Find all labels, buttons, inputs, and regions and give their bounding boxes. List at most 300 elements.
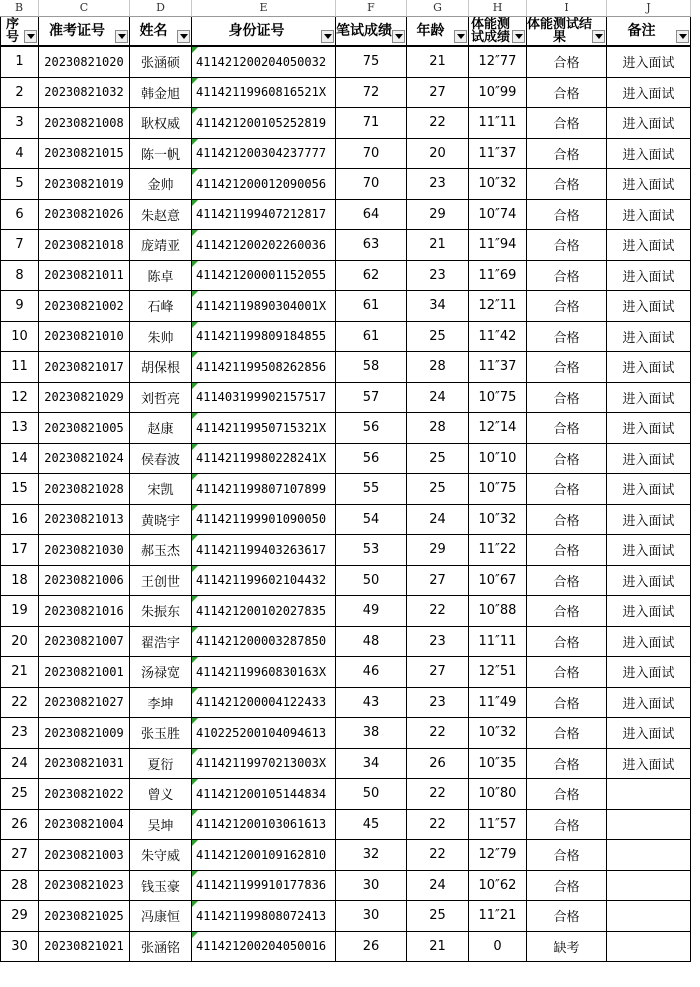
column-letter-h[interactable]: H	[469, 0, 527, 17]
cell-name[interactable]: 黄晓宇	[130, 505, 192, 536]
table-row	[0, 383, 700, 414]
cell-fitness-score[interactable]: 10″32	[469, 718, 527, 749]
column-letter-e[interactable]: E	[192, 0, 336, 17]
cell-age[interactable]: 20	[407, 139, 469, 170]
cell-fitness-score[interactable]: 11″69	[469, 261, 527, 292]
cell-fitness-result[interactable]: 合格	[527, 47, 607, 78]
cell-written-score[interactable]: 57	[336, 383, 407, 414]
cell-fitness-result[interactable]: 合格	[527, 871, 607, 902]
cell-id-number[interactable]: 41142119950715321X	[192, 413, 336, 444]
cell-exam-id[interactable]: 20230821027	[39, 688, 130, 719]
cell-name[interactable]: 宋凯	[130, 474, 192, 505]
filter-dropdown-button[interactable]	[454, 30, 467, 43]
column-letter-b[interactable]: B	[0, 0, 39, 17]
cell-seq[interactable]: 25	[0, 779, 39, 810]
cell-age[interactable]: 26	[407, 749, 469, 780]
cell-name[interactable]: 陈卓	[130, 261, 192, 292]
cell-written-score[interactable]: 56	[336, 413, 407, 444]
cell-fitness-result[interactable]: 合格	[527, 444, 607, 475]
cell-remarks[interactable]: 进入面试	[607, 718, 691, 749]
cell-fitness-score[interactable]: 11″11	[469, 108, 527, 139]
cell-id-number[interactable]: 411421200109162810	[192, 840, 336, 871]
cell-id-number[interactable]: 411421200102027835	[192, 596, 336, 627]
cell-exam-id[interactable]: 20230821004	[39, 810, 130, 841]
cell-fitness-result[interactable]: 合格	[527, 596, 607, 627]
cell-id-number[interactable]: 41142119970213003X	[192, 749, 336, 780]
filter-dropdown-button[interactable]	[592, 30, 605, 43]
cell-age[interactable]: 23	[407, 261, 469, 292]
cell-id-number[interactable]: 410225200104094613	[192, 718, 336, 749]
cell-fitness-score[interactable]: 10″74	[469, 200, 527, 231]
cell-written-score[interactable]: 70	[336, 169, 407, 200]
cell-name[interactable]: 翟浩宇	[130, 627, 192, 658]
cell-exam-id[interactable]: 20230821013	[39, 505, 130, 536]
cell-age[interactable]: 25	[407, 901, 469, 932]
cell-id-number[interactable]: 411403199902157517	[192, 383, 336, 414]
cell-name[interactable]: 胡保根	[130, 352, 192, 383]
cell-age[interactable]: 27	[407, 566, 469, 597]
filter-dropdown-button[interactable]	[321, 30, 334, 43]
cell-seq[interactable]: 1	[0, 47, 39, 78]
cell-fitness-score[interactable]: 10″67	[469, 566, 527, 597]
cell-id-number[interactable]: 411421200204050032	[192, 47, 336, 78]
cell-fitness-score[interactable]: 11″49	[469, 688, 527, 719]
error-indicator-icon	[192, 383, 198, 389]
cell-seq[interactable]: 23	[0, 718, 39, 749]
cell-name[interactable]: 钱玉豪	[130, 871, 192, 902]
cell-remarks[interactable]: 进入面试	[607, 657, 691, 688]
cell-remarks[interactable]: 进入面试	[607, 139, 691, 170]
cell-written-score[interactable]: 75	[336, 47, 407, 78]
cell-exam-id[interactable]: 20230821030	[39, 535, 130, 566]
column-letter-j[interactable]: J	[607, 0, 691, 17]
cell-age[interactable]: 23	[407, 627, 469, 658]
column-letter-g[interactable]: G	[407, 0, 469, 17]
cell-fitness-result[interactable]: 合格	[527, 718, 607, 749]
cell-age[interactable]: 27	[407, 657, 469, 688]
cell-exam-id[interactable]: 20230821005	[39, 413, 130, 444]
cell-written-score[interactable]: 48	[336, 627, 407, 658]
cell-name[interactable]: 刘哲亮	[130, 383, 192, 414]
cell-seq[interactable]: 10	[0, 322, 39, 353]
table-row	[0, 505, 700, 536]
cell-name[interactable]: 张玉胜	[130, 718, 192, 749]
cell-written-score[interactable]: 43	[336, 688, 407, 719]
cell-seq[interactable]: 14	[0, 444, 39, 475]
cell-name[interactable]: 赵康	[130, 413, 192, 444]
cell-age[interactable]: 28	[407, 413, 469, 444]
cell-fitness-score[interactable]: 10″32	[469, 505, 527, 536]
cell-exam-id[interactable]: 20230821007	[39, 627, 130, 658]
cell-exam-id[interactable]: 20230821019	[39, 169, 130, 200]
cell-name[interactable]: 侯春波	[130, 444, 192, 475]
cell-exam-id[interactable]: 20230821023	[39, 871, 130, 902]
cell-written-score[interactable]: 61	[336, 322, 407, 353]
cell-remarks[interactable]: 进入面试	[607, 169, 691, 200]
cell-seq[interactable]: 4	[0, 139, 39, 170]
cell-id-number[interactable]: 411421200012090056	[192, 169, 336, 200]
column-letter-c[interactable]: C	[39, 0, 130, 17]
cell-written-score[interactable]: 46	[336, 657, 407, 688]
cell-seq[interactable]: 5	[0, 169, 39, 200]
cell-fitness-score[interactable]: 11″21	[469, 901, 527, 932]
cell-seq[interactable]: 22	[0, 688, 39, 719]
cell-age[interactable]: 22	[407, 108, 469, 139]
cell-fitness-score[interactable]: 11″22	[469, 535, 527, 566]
cell-exam-id[interactable]: 20230821028	[39, 474, 130, 505]
column-letter-i[interactable]: I	[527, 0, 607, 17]
cell-fitness-result[interactable]: 缺考	[527, 932, 607, 963]
cell-exam-id[interactable]: 20230821022	[39, 779, 130, 810]
cell-fitness-score[interactable]: 10″99	[469, 78, 527, 109]
cell-fitness-result[interactable]: 合格	[527, 261, 607, 292]
cell-seq[interactable]: 20	[0, 627, 39, 658]
cell-fitness-result[interactable]: 合格	[527, 779, 607, 810]
cell-written-score[interactable]: 70	[336, 139, 407, 170]
cell-seq[interactable]: 16	[0, 505, 39, 536]
cell-seq[interactable]: 12	[0, 383, 39, 414]
cell-remarks[interactable]: 进入面试	[607, 627, 691, 658]
cell-remarks[interactable]: 进入面试	[607, 688, 691, 719]
cell-written-score[interactable]: 71	[336, 108, 407, 139]
cell-name[interactable]: 张涵铭	[130, 932, 192, 963]
cell-remarks[interactable]: 进入面试	[607, 413, 691, 444]
cell-fitness-score[interactable]: 11″94	[469, 230, 527, 261]
cell-exam-id[interactable]: 20230821029	[39, 383, 130, 414]
cell-name[interactable]: 张涵硕	[130, 47, 192, 78]
cell-fitness-score[interactable]: 12″79	[469, 840, 527, 871]
cell-seq[interactable]: 29	[0, 901, 39, 932]
cell-written-score[interactable]: 30	[336, 871, 407, 902]
cell-fitness-result[interactable]: 合格	[527, 657, 607, 688]
cell-age[interactable]: 24	[407, 871, 469, 902]
cell-written-score[interactable]: 34	[336, 749, 407, 780]
error-indicator-icon	[192, 810, 198, 816]
cell-remarks[interactable]	[607, 871, 691, 902]
cell-written-score[interactable]: 53	[336, 535, 407, 566]
cell-seq[interactable]: 13	[0, 413, 39, 444]
cell-fitness-result[interactable]: 合格	[527, 200, 607, 231]
cell-age[interactable]: 23	[407, 169, 469, 200]
cell-exam-id[interactable]: 20230821009	[39, 718, 130, 749]
cell-age[interactable]: 27	[407, 78, 469, 109]
cell-fitness-result[interactable]: 合格	[527, 688, 607, 719]
cell-fitness-result[interactable]: 合格	[527, 322, 607, 353]
cell-exam-id[interactable]: 20230821020	[39, 47, 130, 78]
cell-remarks[interactable]	[607, 932, 691, 963]
cell-fitness-score[interactable]: 11″42	[469, 322, 527, 353]
cell-age[interactable]: 21	[407, 230, 469, 261]
table-row	[0, 291, 700, 322]
cell-remarks[interactable]: 进入面试	[607, 291, 691, 322]
cell-name[interactable]: 夏衍	[130, 749, 192, 780]
cell-fitness-score[interactable]: 11″57	[469, 810, 527, 841]
filter-dropdown-button[interactable]	[24, 30, 37, 43]
cell-name[interactable]: 金帅	[130, 169, 192, 200]
column-letter-f[interactable]: F	[336, 0, 407, 17]
cell-remarks[interactable]: 进入面试	[607, 230, 691, 261]
header-label: 笔试成绩	[336, 23, 392, 39]
cell-age[interactable]: 29	[407, 535, 469, 566]
filter-dropdown-button[interactable]	[512, 30, 525, 43]
cell-remarks[interactable]: 进入面试	[607, 535, 691, 566]
cell-written-score[interactable]: 63	[336, 230, 407, 261]
cell-exam-id[interactable]: 20230821016	[39, 596, 130, 627]
chevron-down-icon	[395, 34, 403, 39]
cell-name[interactable]: 朱振东	[130, 596, 192, 627]
cell-age[interactable]: 24	[407, 505, 469, 536]
cell-remarks[interactable]	[607, 810, 691, 841]
cell-fitness-result[interactable]: 合格	[527, 840, 607, 871]
cell-id-number[interactable]: 411421199808072413	[192, 901, 336, 932]
cell-seq[interactable]: 27	[0, 840, 39, 871]
cell-seq[interactable]: 17	[0, 535, 39, 566]
error-indicator-icon	[192, 322, 198, 328]
cell-seq[interactable]: 21	[0, 657, 39, 688]
cell-remarks[interactable]: 进入面试	[607, 596, 691, 627]
cell-name[interactable]: 李坤	[130, 688, 192, 719]
cell-fitness-result[interactable]: 合格	[527, 78, 607, 109]
cell-fitness-result[interactable]: 合格	[527, 627, 607, 658]
cell-name[interactable]: 冯康恒	[130, 901, 192, 932]
cell-seq[interactable]: 26	[0, 810, 39, 841]
cell-fitness-score[interactable]: 10″62	[469, 871, 527, 902]
cell-exam-id[interactable]: 20230821006	[39, 566, 130, 597]
cell-age[interactable]: 29	[407, 200, 469, 231]
cell-seq[interactable]: 2	[0, 78, 39, 109]
cell-id-number[interactable]: 41142119960830163X	[192, 657, 336, 688]
cell-written-score[interactable]: 50	[336, 779, 407, 810]
cell-fitness-result[interactable]: 合格	[527, 749, 607, 780]
cell-id-number[interactable]: 411421199807107899	[192, 474, 336, 505]
cell-seq[interactable]: 3	[0, 108, 39, 139]
cell-seq[interactable]: 19	[0, 596, 39, 627]
cell-fitness-result[interactable]: 合格	[527, 566, 607, 597]
cell-id-number[interactable]: 411421199508262856	[192, 352, 336, 383]
cell-name[interactable]: 庞靖亚	[130, 230, 192, 261]
cell-id-number[interactable]: 411421200105144834	[192, 779, 336, 810]
cell-fitness-score[interactable]: 10″32	[469, 169, 527, 200]
cell-written-score[interactable]: 49	[336, 596, 407, 627]
filter-dropdown-button[interactable]	[177, 30, 190, 43]
cell-fitness-score[interactable]: 10″88	[469, 596, 527, 627]
cell-age[interactable]: 22	[407, 596, 469, 627]
cell-seq[interactable]: 30	[0, 932, 39, 963]
cell-exam-id[interactable]: 20230821032	[39, 78, 130, 109]
cell-fitness-score[interactable]: 10″75	[469, 474, 527, 505]
cell-id-number[interactable]: 411421199809184855	[192, 322, 336, 353]
cell-written-score[interactable]: 58	[336, 352, 407, 383]
cell-age[interactable]: 23	[407, 688, 469, 719]
cell-fitness-result[interactable]: 合格	[527, 352, 607, 383]
cell-name[interactable]: 朱帅	[130, 322, 192, 353]
cell-age[interactable]: 25	[407, 444, 469, 475]
cell-remarks[interactable]: 进入面试	[607, 200, 691, 231]
cell-id-number[interactable]: 41142119980228241X	[192, 444, 336, 475]
cell-seq[interactable]: 11	[0, 352, 39, 383]
cell-remarks[interactable]: 进入面试	[607, 108, 691, 139]
cell-fitness-score[interactable]: 12″11	[469, 291, 527, 322]
cell-name[interactable]: 曾义	[130, 779, 192, 810]
cell-exam-id[interactable]: 20230821010	[39, 322, 130, 353]
filter-dropdown-button[interactable]	[392, 30, 405, 43]
cell-fitness-score[interactable]: 11″11	[469, 627, 527, 658]
cell-name[interactable]: 石峰	[130, 291, 192, 322]
cell-remarks[interactable]: 进入面试	[607, 352, 691, 383]
column-letter-d[interactable]: D	[130, 0, 192, 17]
cell-seq[interactable]: 24	[0, 749, 39, 780]
cell-name[interactable]: 吴坤	[130, 810, 192, 841]
cell-id-number[interactable]: 41142119960816521X	[192, 78, 336, 109]
cell-written-score[interactable]: 30	[336, 901, 407, 932]
error-indicator-icon	[192, 688, 198, 694]
cell-id-number[interactable]: 411421199602104432	[192, 566, 336, 597]
cell-exam-id[interactable]: 20230821008	[39, 108, 130, 139]
cell-fitness-result[interactable]: 合格	[527, 383, 607, 414]
cell-name[interactable]: 朱守威	[130, 840, 192, 871]
cell-written-score[interactable]: 62	[336, 261, 407, 292]
cell-exam-id[interactable]: 20230821021	[39, 932, 130, 963]
cell-exam-id[interactable]: 20230821011	[39, 261, 130, 292]
cell-id-number[interactable]: 41142119890304001X	[192, 291, 336, 322]
cell-age[interactable]: 22	[407, 779, 469, 810]
cell-age[interactable]: 21	[407, 932, 469, 963]
cell-id-number[interactable]: 411421199901090050	[192, 505, 336, 536]
cell-written-score[interactable]: 72	[336, 78, 407, 109]
cell-fitness-score[interactable]: 10″10	[469, 444, 527, 475]
filter-dropdown-button[interactable]	[115, 30, 128, 43]
cell-exam-id[interactable]: 20230821003	[39, 840, 130, 871]
cell-remarks[interactable]: 进入面试	[607, 749, 691, 780]
cell-remarks[interactable]: 进入面试	[607, 474, 691, 505]
cell-remarks[interactable]	[607, 901, 691, 932]
cell-id-number[interactable]: 411421199407212817	[192, 200, 336, 231]
cell-remarks[interactable]: 进入面试	[607, 444, 691, 475]
cell-written-score[interactable]: 32	[336, 840, 407, 871]
cell-age[interactable]: 22	[407, 810, 469, 841]
cell-fitness-score[interactable]: 10″75	[469, 383, 527, 414]
cell-exam-id[interactable]: 20230821002	[39, 291, 130, 322]
cell-name[interactable]: 汤禄宽	[130, 657, 192, 688]
cell-fitness-score[interactable]: 11″37	[469, 352, 527, 383]
cell-remarks[interactable]: 进入面试	[607, 78, 691, 109]
cell-remarks[interactable]	[607, 840, 691, 871]
cell-age[interactable]: 28	[407, 352, 469, 383]
error-indicator-icon	[192, 718, 198, 724]
header-label: 准考证号	[49, 23, 105, 39]
cell-remarks[interactable]: 进入面试	[607, 322, 691, 353]
cell-id-number[interactable]: 411421200105252819	[192, 108, 336, 139]
cell-fitness-result[interactable]: 合格	[527, 535, 607, 566]
cell-age[interactable]: 22	[407, 840, 469, 871]
cell-name[interactable]: 王创世	[130, 566, 192, 597]
cell-age[interactable]: 24	[407, 383, 469, 414]
cell-written-score[interactable]: 64	[336, 200, 407, 231]
cell-fitness-result[interactable]: 合格	[527, 108, 607, 139]
cell-age[interactable]: 25	[407, 322, 469, 353]
cell-id-number[interactable]: 411421200001152055	[192, 261, 336, 292]
cell-remarks[interactable]: 进入面试	[607, 47, 691, 78]
cell-name[interactable]: 陈一帆	[130, 139, 192, 170]
cell-written-score[interactable]: 45	[336, 810, 407, 841]
cell-written-score[interactable]: 26	[336, 932, 407, 963]
cell-remarks[interactable]: 进入面试	[607, 505, 691, 536]
cell-name[interactable]: 韩金旭	[130, 78, 192, 109]
cell-exam-id[interactable]: 20230821025	[39, 901, 130, 932]
cell-written-score[interactable]: 54	[336, 505, 407, 536]
cell-age[interactable]: 21	[407, 47, 469, 78]
cell-written-score[interactable]: 50	[336, 566, 407, 597]
cell-id-number[interactable]: 411421199403263617	[192, 535, 336, 566]
cell-age[interactable]: 25	[407, 474, 469, 505]
cell-fitness-result[interactable]: 合格	[527, 169, 607, 200]
cell-fitness-result[interactable]: 合格	[527, 291, 607, 322]
cell-fitness-result[interactable]: 合格	[527, 810, 607, 841]
cell-fitness-result[interactable]: 合格	[527, 139, 607, 170]
cell-fitness-result[interactable]: 合格	[527, 413, 607, 444]
cell-remarks[interactable]: 进入面试	[607, 261, 691, 292]
cell-name[interactable]: 朱赵意	[130, 200, 192, 231]
cell-fitness-score[interactable]: 10″80	[469, 779, 527, 810]
cell-seq[interactable]: 8	[0, 261, 39, 292]
cell-exam-id[interactable]: 20230821018	[39, 230, 130, 261]
cell-seq[interactable]: 6	[0, 200, 39, 231]
cell-seq[interactable]: 18	[0, 566, 39, 597]
cell-exam-id[interactable]: 20230821015	[39, 139, 130, 170]
cell-exam-id[interactable]: 20230821024	[39, 444, 130, 475]
cell-id-number[interactable]: 411421200304237777	[192, 139, 336, 170]
cell-name[interactable]: 郝玉杰	[130, 535, 192, 566]
cell-id-number[interactable]: 411421200202260036	[192, 230, 336, 261]
cell-fitness-score[interactable]: 11″37	[469, 139, 527, 170]
cell-written-score[interactable]: 55	[336, 474, 407, 505]
cell-remarks[interactable]: 进入面试	[607, 566, 691, 597]
cell-remarks[interactable]	[607, 779, 691, 810]
cell-fitness-score[interactable]: 12″77	[469, 47, 527, 78]
filter-dropdown-button[interactable]	[676, 30, 689, 43]
cell-written-score[interactable]: 38	[336, 718, 407, 749]
error-indicator-icon	[192, 627, 198, 633]
cell-written-score[interactable]: 61	[336, 291, 407, 322]
cell-id-number[interactable]: 411421200103061613	[192, 810, 336, 841]
cell-exam-id[interactable]: 20230821017	[39, 352, 130, 383]
cell-id-number[interactable]: 411421200204050016	[192, 932, 336, 963]
cell-fitness-result[interactable]: 合格	[527, 901, 607, 932]
cell-fitness-score[interactable]: 12″14	[469, 413, 527, 444]
cell-fitness-score[interactable]: 12″51	[469, 657, 527, 688]
cell-exam-id[interactable]: 20230821031	[39, 749, 130, 780]
cell-id-number[interactable]: 411421199910177836	[192, 871, 336, 902]
cell-seq[interactable]: 15	[0, 474, 39, 505]
cell-fitness-result[interactable]: 合格	[527, 230, 607, 261]
cell-exam-id[interactable]: 20230821001	[39, 657, 130, 688]
cell-fitness-result[interactable]: 合格	[527, 505, 607, 536]
cell-exam-id[interactable]: 20230821026	[39, 200, 130, 231]
cell-id-number[interactable]: 411421200003287850	[192, 627, 336, 658]
cell-name[interactable]: 耿权威	[130, 108, 192, 139]
cell-fitness-result[interactable]: 合格	[527, 474, 607, 505]
cell-seq[interactable]: 7	[0, 230, 39, 261]
cell-id-number[interactable]: 411421200004122433	[192, 688, 336, 719]
cell-written-score[interactable]: 56	[336, 444, 407, 475]
cell-fitness-score[interactable]: 0	[469, 932, 527, 963]
cell-age[interactable]: 34	[407, 291, 469, 322]
cell-seq[interactable]: 9	[0, 291, 39, 322]
cell-seq[interactable]: 28	[0, 871, 39, 902]
cell-fitness-score[interactable]: 10″35	[469, 749, 527, 780]
cell-age[interactable]: 22	[407, 718, 469, 749]
cell-remarks[interactable]: 进入面试	[607, 383, 691, 414]
